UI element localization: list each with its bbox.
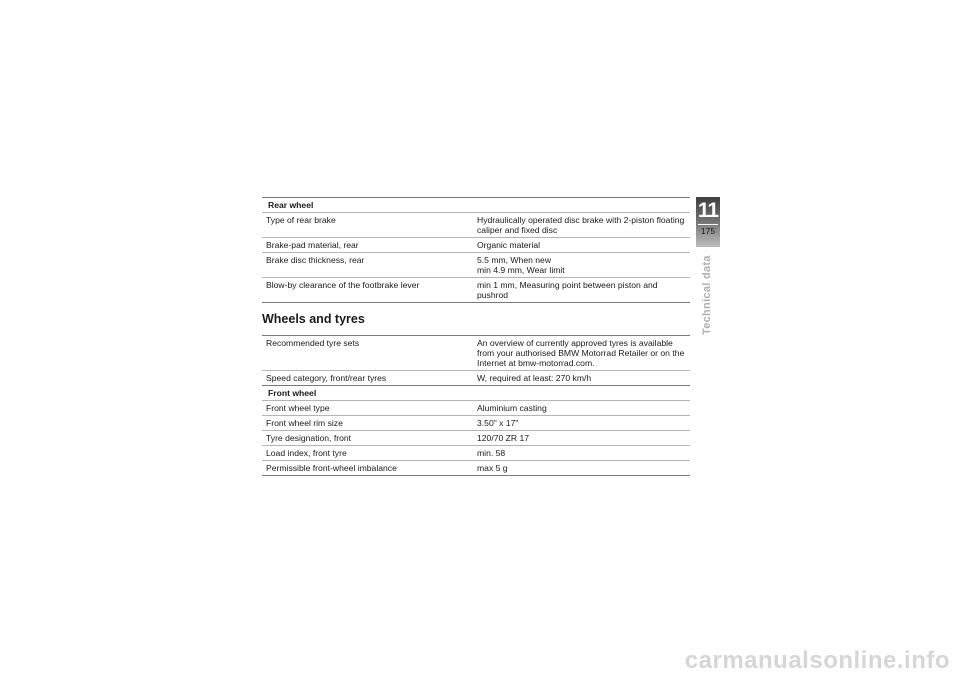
row-label: Blow-by clearance of the footbrake lever bbox=[262, 278, 473, 303]
table-row bbox=[262, 336, 690, 371]
table-row bbox=[262, 371, 690, 386]
table-row bbox=[262, 416, 690, 431]
table-row bbox=[262, 213, 690, 238]
chapter-number: 11 bbox=[697, 199, 719, 222]
row-label: Recommended tyre sets bbox=[262, 336, 473, 371]
row-label: Front wheel rim size bbox=[262, 416, 473, 431]
row-label: Brake-pad material, rear bbox=[262, 238, 473, 253]
spec-content bbox=[262, 197, 690, 476]
row-value: Aluminium casting bbox=[473, 401, 690, 416]
rear-wheel-table bbox=[262, 197, 690, 303]
row-label: Type of rear brake bbox=[262, 213, 473, 238]
row-value: 3.50" x 17" bbox=[473, 416, 690, 431]
row-label: Load index, front tyre bbox=[262, 446, 473, 461]
table-row bbox=[262, 446, 690, 461]
row-label: Tyre designation, front bbox=[262, 431, 473, 446]
row-value: Hydraulically operated disc brake with 2-piston floating caliper and fixed disc bbox=[473, 213, 690, 238]
row-value: min 1 mm, Measuring point between piston and pushrod bbox=[473, 278, 690, 303]
row-label: Brake disc thickness, rear bbox=[262, 253, 473, 278]
row-value: Organic material bbox=[473, 238, 690, 253]
chapter-tab bbox=[696, 197, 720, 247]
table-heading-row bbox=[262, 198, 690, 213]
row-value: 120/70 ZR 17 bbox=[473, 431, 690, 446]
row-label: Speed category, front/rear tyres bbox=[262, 371, 473, 386]
table-row bbox=[262, 253, 690, 278]
row-value: W, required at least: 270 km/h bbox=[473, 371, 690, 386]
row-value-line: min 4.9 mm, Wear limit bbox=[477, 265, 565, 275]
watermark: carmanualsonline.info bbox=[684, 647, 950, 674]
row-value: min. 58 bbox=[473, 446, 690, 461]
front-wheel-heading: Front wheel bbox=[262, 386, 690, 401]
chapter-divider bbox=[698, 224, 718, 225]
wheels-table bbox=[262, 335, 690, 476]
row-value bbox=[473, 253, 690, 278]
row-label: Permissible front-wheel imbalance bbox=[262, 461, 473, 476]
section-title: Wheels and tyres bbox=[262, 312, 365, 326]
row-value: An overview of currently approved tyres is available from your authorised BMW Motorrad Retailer or on the Internet at bmw-motorrad.com. bbox=[473, 336, 690, 371]
chapter-title: Technical data bbox=[701, 255, 713, 335]
table-row bbox=[262, 401, 690, 416]
table-row bbox=[262, 431, 690, 446]
table-heading-row bbox=[262, 386, 690, 401]
table-row bbox=[262, 238, 690, 253]
page-number: 175 bbox=[700, 226, 716, 236]
row-value: max 5 g bbox=[473, 461, 690, 476]
rear-wheel-heading: Rear wheel bbox=[262, 198, 690, 213]
table-row bbox=[262, 461, 690, 476]
row-value-line: 5.5 mm, When new bbox=[477, 255, 552, 265]
row-label: Front wheel type bbox=[262, 401, 473, 416]
table-row bbox=[262, 278, 690, 303]
